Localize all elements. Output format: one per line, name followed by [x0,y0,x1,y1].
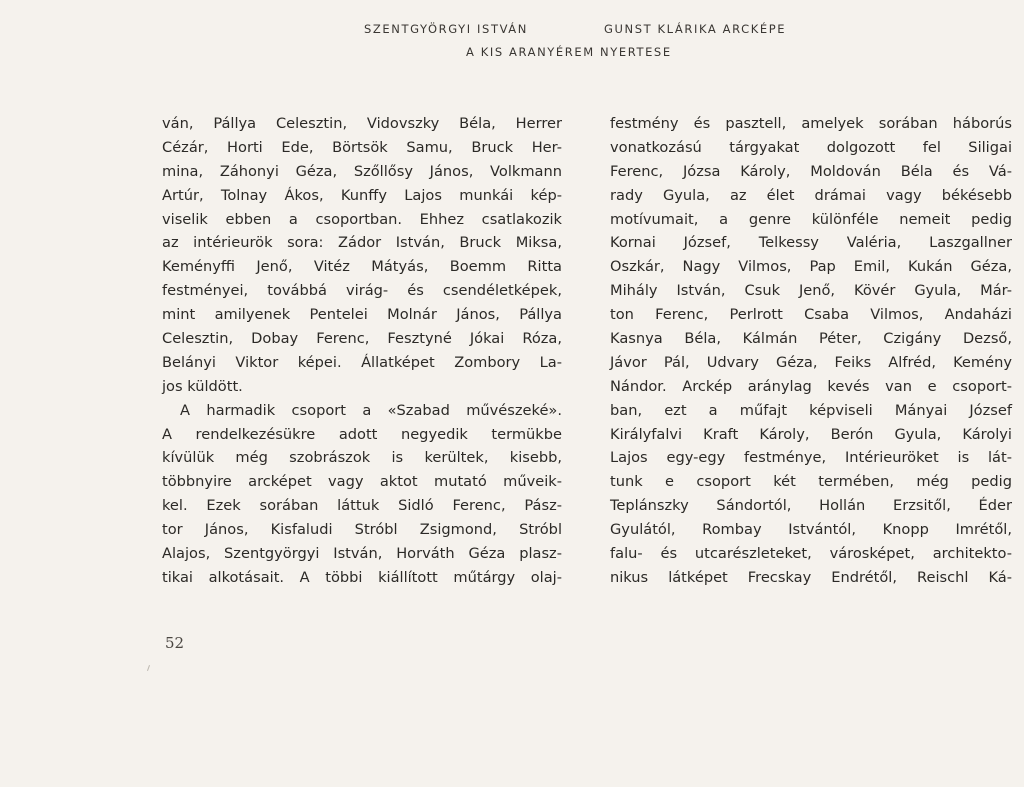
text-line: Kasnya Béla, Kálmán Péter, Czigány Dezső, [610,330,1012,348]
page-number: 52 [165,634,185,652]
text-line: Jávor Pál, Udvary Géza, Feiks Alfréd, Kemény [610,353,1012,371]
text-line: ton Ferenc, Perlrott Csaba Vilmos, Andaházi [610,306,1012,324]
text-line: viselik ebben a csoportban. Ehhez csatlakozik [162,210,562,228]
text-line: mint amilyenek Pentelei Molnár János, Pállya [162,306,562,324]
caption-award: A KIS ARANYÉREM NYERTESE [466,45,672,59]
text-line: Oszkár, Nagy Vilmos, Pap Emil, Kukán Géza, [610,258,1012,276]
caption-artwork-title: GUNST KLÁRIKA ARCKÉPE [604,22,787,36]
text-line: festményei, továbbá virág- és csendéletképek, [162,282,562,300]
text-line: Celesztin, Dobay Ferenc, Fesztyné Jókai Róza, [162,330,562,348]
text-line: jos küldött. [162,377,243,395]
text-line: az intérieurök sora: Zádor István, Bruck Miksa, [162,234,562,252]
text-line: rady Gyula, az élet drámai vagy békésebb [610,186,1012,204]
text-line: motívumait, a genre különféle nemeit pedig [610,210,1012,228]
text-line: többnyire arcképet vagy aktot mutató műveik- [162,473,562,491]
text-column-right [610,112,1012,590]
text-line: nikus látképet Frecskay Endrétől, Reischl Ká- [610,568,1012,586]
text-line: festmény és pasztell, amelyek sorában háborús [610,115,1012,132]
text-line: kel. Ezek sorában láttuk Sidló Ferenc, Pász- [162,497,562,515]
text-line: Mihály István, Csuk Jenő, Kövér Gyula, Már- [610,282,1012,300]
text-line: Gyulától, Rombay Istvántól, Knopp Imrétől, [610,521,1012,539]
text-line: tor János, Kisfaludi Stróbl Zsigmond, Stróbl [162,521,562,539]
text-line: kívülük még szobrászok is kerültek, kisebb, [162,449,562,467]
text-line: ván, Pállya Celesztin, Vidovszky Béla, Herrer [162,115,562,132]
text-line: Keményffi Jenő, Vitéz Mátyás, Boemm Ritta [162,258,562,276]
text-line: vonatkozású tárgyakat dolgozott fel Siligai [610,138,1012,156]
text-line: Lajos egy-egy festménye, Intérieuröket is lát- [610,449,1012,467]
text-line: Kornai József, Telkessy Valéria, Laszgallner [610,234,1012,252]
text-line: Alajos, Szentgyörgyi István, Horváth Géza plasz- [162,545,562,563]
text-line: Ferenc, Józsa Károly, Moldován Béla és Vá- [610,162,1012,180]
text-column-left [162,112,562,590]
text-line: ban, ezt a műfajt képviseli Mányai József [610,401,1012,419]
text-line: tikai alkotásait. A többi kiállított műtárgy olaj- [162,568,562,586]
text-line: tunk e csoport két termében, még pedig [610,473,1012,491]
text-line: Cézár, Horti Ede, Börtsök Samu, Bruck Her- [162,138,562,156]
caption-artist: SZENTGYÖRGYI ISTVÁN [364,22,528,36]
paper-speck [147,665,150,671]
text-line: A harmadik csoport a «Szabad művészeké». [180,401,562,419]
text-line: Nándor. Arckép aránylag kevés van e csoport- [610,377,1012,395]
text-line: mina, Záhonyi Géza, Szőllősy János, Volkmann [162,162,562,180]
text-line: Teplánszky Sándortól, Hollán Erzsitől, Éder [610,497,1012,515]
text-line: Belányi Viktor képei. Állatképet Zombory La- [162,353,562,371]
text-line: falu- és utcarészleteket, városképet, architekto- [610,545,1012,563]
text-line: Királyfalvi Kraft Károly, Berón Gyula, Károlyi [610,425,1012,443]
text-line: Artúr, Tolnay Ákos, Kunffy Lajos munkái kép- [162,186,562,204]
text-line: A rendelkezésükre adott negyedik termükbe [162,425,562,443]
